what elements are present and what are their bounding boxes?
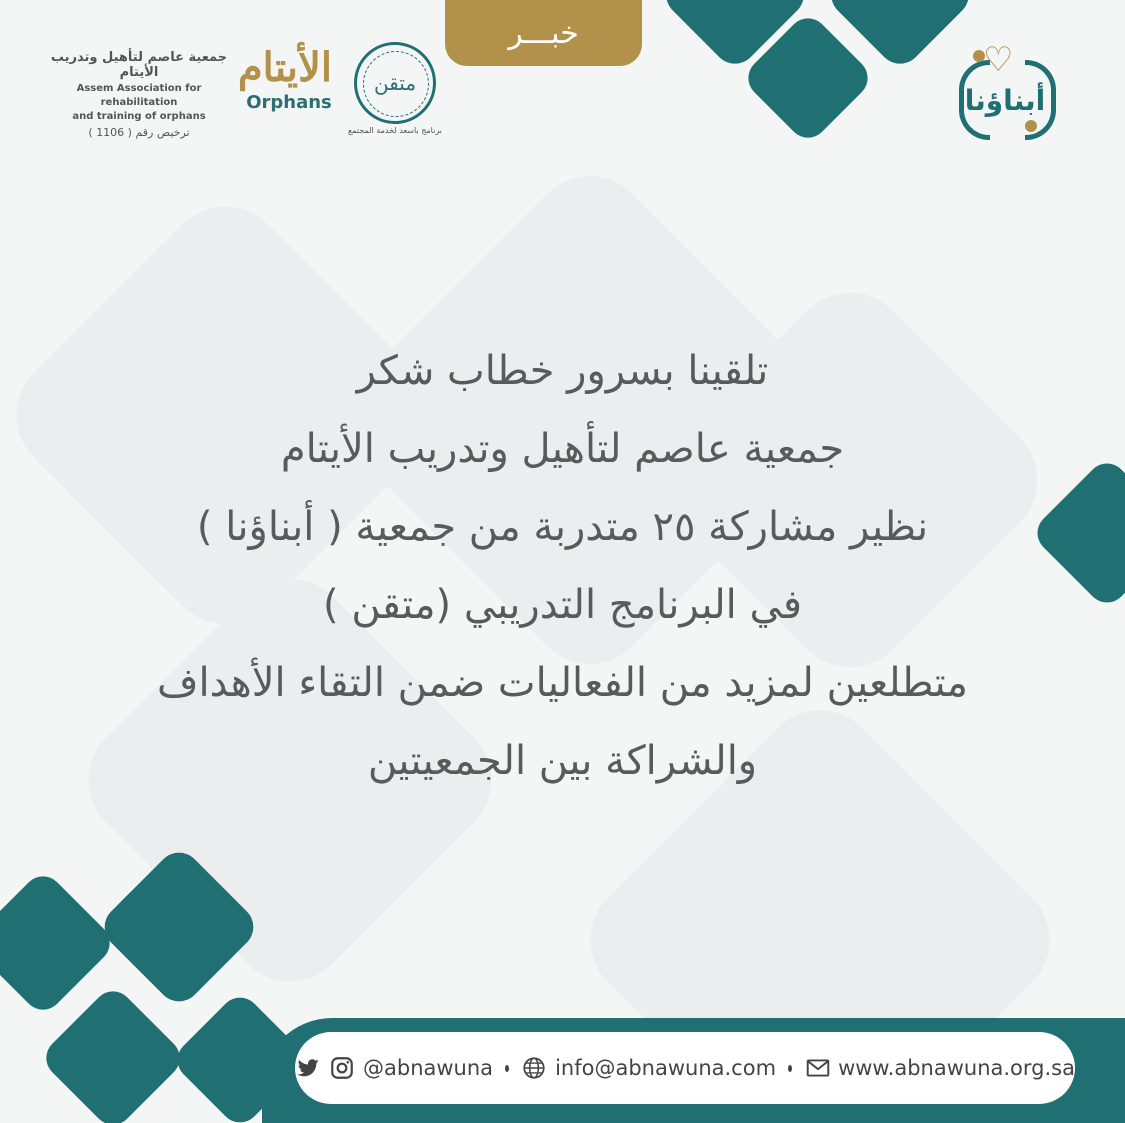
assem-association-block	[40, 50, 238, 139]
separator-dot	[788, 1065, 792, 1072]
message-line: في البرنامج التدريبي (متقن )	[323, 582, 802, 628]
assem-name-en-line-1: Assem Association for rehabilitation	[76, 83, 202, 108]
twitter-icon[interactable]	[295, 1055, 321, 1081]
message-line: تلقينا بسرور خطاب شكر	[356, 348, 769, 394]
abnawuna-logo	[955, 40, 1055, 140]
aytam-logo-mark: الأيتام	[237, 44, 332, 91]
social-handle[interactable]: @abnawuna	[363, 1056, 494, 1080]
abnawuna-dot-bottom	[1025, 120, 1037, 132]
news-message	[80, 332, 1045, 800]
heart-icon: ♡	[983, 40, 1014, 80]
news-tab: خبـــر	[445, 0, 642, 66]
mutqin-seal	[354, 42, 436, 124]
assem-name-en	[40, 82, 238, 124]
assem-name-en-line-2: and training of orphans	[72, 111, 206, 122]
mutqin-caption: برنامج باسعد لخدمة المجتمع	[348, 126, 442, 135]
message-line: والشراكة بين الجمعيتين	[367, 738, 758, 784]
aytam-logo-label: Orphans	[246, 92, 332, 113]
aytam-logo	[237, 44, 332, 128]
abnawuna-logo-mark: أبناؤنا	[964, 84, 1046, 117]
teal-diamond-bottom-3	[38, 983, 188, 1123]
contact-bar	[295, 1032, 1075, 1104]
mail-icon	[804, 1055, 830, 1081]
mutqin-logo-mark: متقن	[373, 71, 417, 95]
separator-dot	[505, 1065, 509, 1072]
website-link[interactable]: www.abnawuna.org.sa	[838, 1056, 1075, 1080]
mutqin-logo	[340, 40, 450, 140]
message-line: نظير مشاركة ٢٥ متدربة من جمعية ( أبناؤنا )	[196, 504, 929, 550]
email-link[interactable]: info@abnawuna.com	[555, 1056, 777, 1080]
instagram-icon[interactable]	[329, 1055, 355, 1081]
message-line: جمعية عاصم لتأهيل وتدريب الأيتام	[280, 426, 845, 472]
message-line: متطلعين لمزيد من الفعاليات ضمن التقاء الأهداف	[157, 660, 968, 706]
assem-name-ar: جمعية عاصم لتأهيل وتدريب الأيتام	[50, 50, 228, 80]
globe-icon	[521, 1055, 547, 1081]
assem-license: ترخيص رقم ( 1106 )	[88, 126, 190, 139]
